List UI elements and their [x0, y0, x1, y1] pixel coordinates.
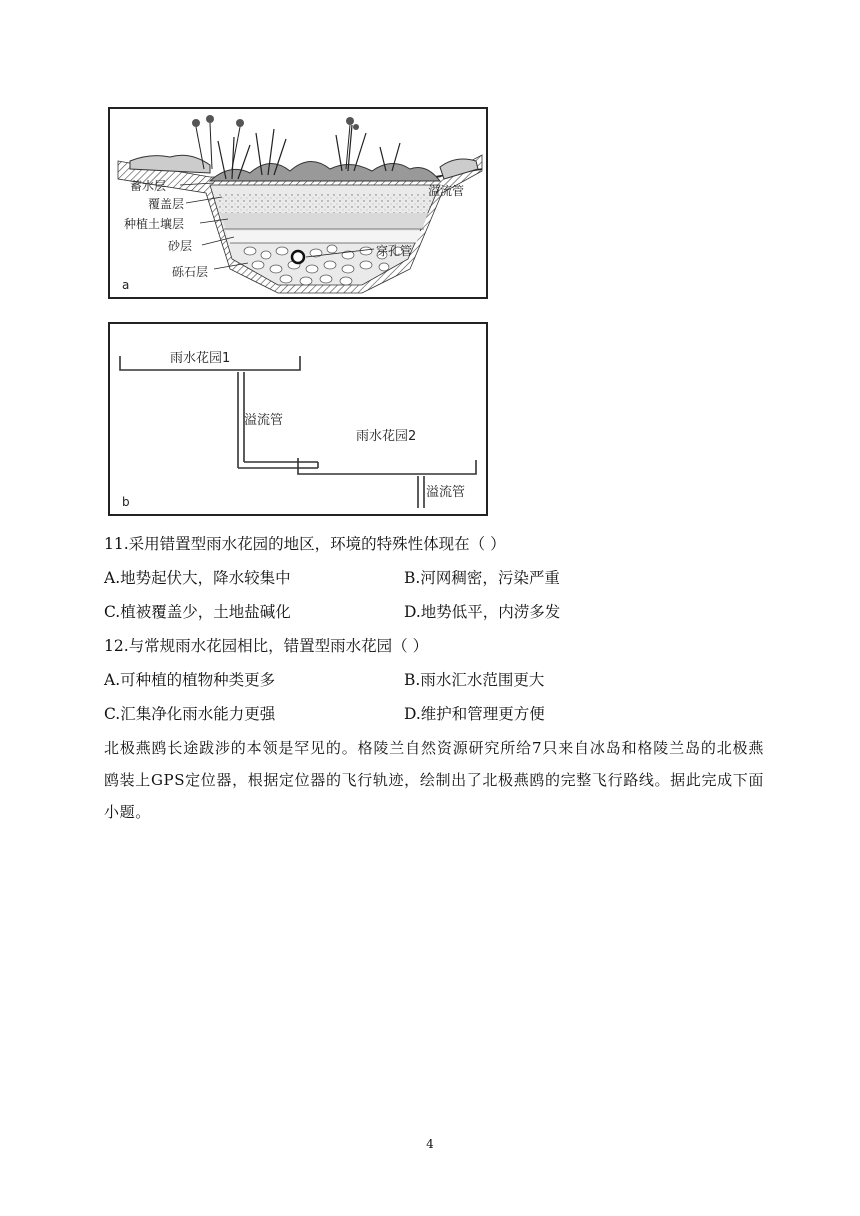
label-garden-2: 雨水花园2	[356, 429, 417, 444]
question-12-option-b: B.雨水汇水范围更大	[404, 671, 545, 689]
label-perforated-pipe: 穿孔管	[376, 244, 413, 258]
label-garden-1: 雨水花园1	[170, 351, 231, 366]
cross-section-drawing	[110, 109, 486, 297]
label-overflow-pipe-2: 溢流管	[426, 485, 466, 500]
question-12-option-a: A.可种植的植物种类更多	[104, 671, 276, 689]
question-11-option-d: D.地势低平，内涝多发	[404, 603, 561, 621]
label-gravel-layer: 砾石层	[172, 265, 209, 279]
label-cover-layer: 覆盖层	[148, 197, 185, 211]
figure-a-letter: a	[122, 278, 130, 292]
staggered-rain-garden-figure	[108, 322, 488, 516]
question-12-stem: 12.与常规雨水花园相比，错置型雨水花园（ ）	[104, 637, 429, 655]
question-12-option-d: D.维护和管理更方便	[404, 705, 545, 723]
label-storage-layer: 蓄水层	[130, 179, 167, 193]
question-11-stem: 11.采用错置型雨水花园的地区，环境的特殊性体现在（ ）	[104, 535, 506, 553]
label-sand-layer: 砂层	[168, 239, 193, 253]
label-overflow-pipe-1: 溢流管	[244, 413, 284, 428]
question-11-option-b: B.河网稠密，污染严重	[404, 569, 560, 587]
staggered-layout-drawing	[110, 324, 486, 514]
label-soil-layer: 种植土壤层	[124, 217, 185, 231]
question-12-option-c: C.汇集净化雨水能力更强	[104, 705, 276, 723]
passage-text: 北极燕鸥长途跋涉的本领是罕见的。格陵兰自然资源研究所给7只来自冰岛和格陵兰岛的北极燕鸥装上GPS定位器，根据定位器的飞行轨迹，绘制出了北极燕鸥的完整飞行路线。据此完成下面小题。	[104, 739, 764, 821]
question-11-option-a: A.地势起伏大，降水较集中	[104, 569, 291, 587]
figure-b-letter: b	[122, 495, 130, 509]
rain-garden-cross-section-figure	[108, 107, 488, 299]
label-overflow-pipe: 溢流管	[428, 184, 465, 198]
page-number: 4	[426, 1137, 434, 1151]
question-11-option-c: C.植被覆盖少，土地盐碱化	[104, 603, 291, 621]
